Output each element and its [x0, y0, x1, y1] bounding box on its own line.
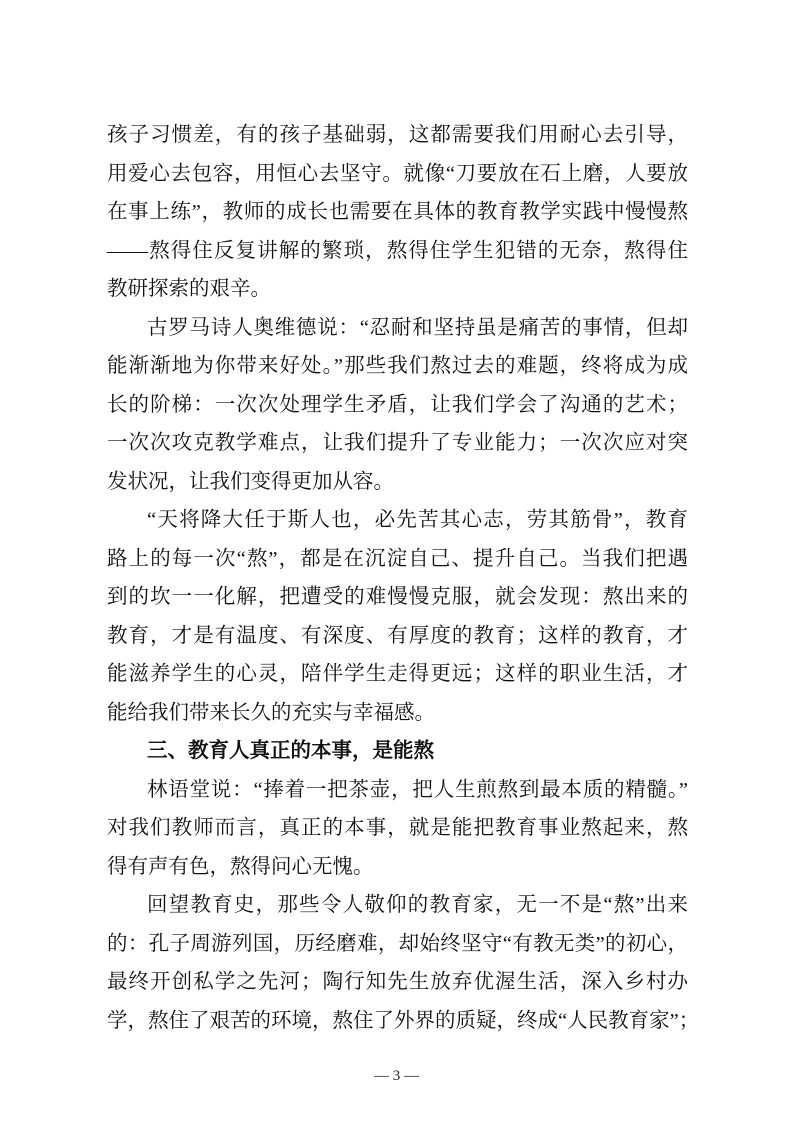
- text-line: 在事上练”，教师的成长也需要在具体的教育教学实践中慢慢熬: [107, 201, 688, 223]
- text-line: 能滋养学生的心灵，陪伴学生走得更远；这样的职业生活，才: [107, 663, 688, 685]
- text-line: 古罗马诗人奥维德说：“忍耐和坚持虽是痛苦的事情，但却: [147, 316, 688, 339]
- text-line: 能给我们带来长久的充实与幸福感。: [107, 701, 435, 724]
- text-line: 林语堂说：“捧着一把茶壶，把人生煎熬到最本质的精髓。”: [147, 778, 688, 801]
- text-line: 路上的每一次“熬”，都是在沉淀自己、提升自己。当我们把遇: [107, 547, 688, 570]
- page-body: [107, 116, 700, 1040]
- paragraph: [107, 501, 688, 732]
- text-line: 发状况，让我们变得更加从容。: [107, 470, 394, 493]
- text-line: 对我们教师而言，真正的本事，就是能把教育事业熬起来，熬: [107, 817, 688, 839]
- text-line: 一次次攻克教学难点，让我们提升了专业能力；一次次应对突: [107, 432, 688, 454]
- text-line: 教研探索的艰辛。: [107, 278, 271, 300]
- text-line: 长的阶梯：一次次处理学生矛盾，让我们学会了沟通的艺术；: [107, 393, 688, 416]
- paragraph: [107, 886, 700, 1040]
- paragraph: [107, 771, 688, 887]
- text-line: 的：孔子周游列国，历经磨难，却始终坚守“有教无类”的初心，: [107, 932, 688, 955]
- text-line: 能渐渐地为你带来好处。”那些我们熬过去的难题，终将成为成: [107, 355, 688, 377]
- text-line: 孩子习惯差，有的孩子基础弱，这都需要我们用耐心去引导，: [107, 124, 688, 146]
- text-line: 回望教育史，那些令人敬仰的教育家，无一不是“熬”出来: [147, 894, 688, 916]
- text-line: 用爱心去包容，用恒心去坚守。就像“刀要放在石上磨，人要放: [107, 162, 688, 185]
- text-line: “天将降大任于斯人也，必先苦其心志，劳其筋骨”，教育: [147, 509, 688, 531]
- text-line: 学，熬住了艰苦的环境，熬住了外界的质疑，终成“人民教育家”；: [107, 1009, 700, 1032]
- text-line: 教育，才是有温度、有深度、有厚度的教育；这样的教育，才: [107, 624, 688, 647]
- section-heading: 三、教育人真正的本事，是能熬: [147, 740, 434, 762]
- text-line: ——熬得住反复讲解的繁琐，熬得住学生犯错的无奈，熬得住: [107, 239, 688, 262]
- page-number: — 3 —: [374, 1068, 419, 1084]
- text-line: 最终开创私学之先河；陶行知先生放弃优渥生活，深入乡村办: [107, 971, 688, 993]
- text-line: 到的坎一一化解，把遭受的难慢慢克服，就会发现：熬出来的: [107, 586, 688, 608]
- text-line: 得有声有色，熬得问心无愧。: [107, 855, 374, 878]
- paragraph: [107, 309, 688, 502]
- paragraph: [107, 116, 688, 309]
